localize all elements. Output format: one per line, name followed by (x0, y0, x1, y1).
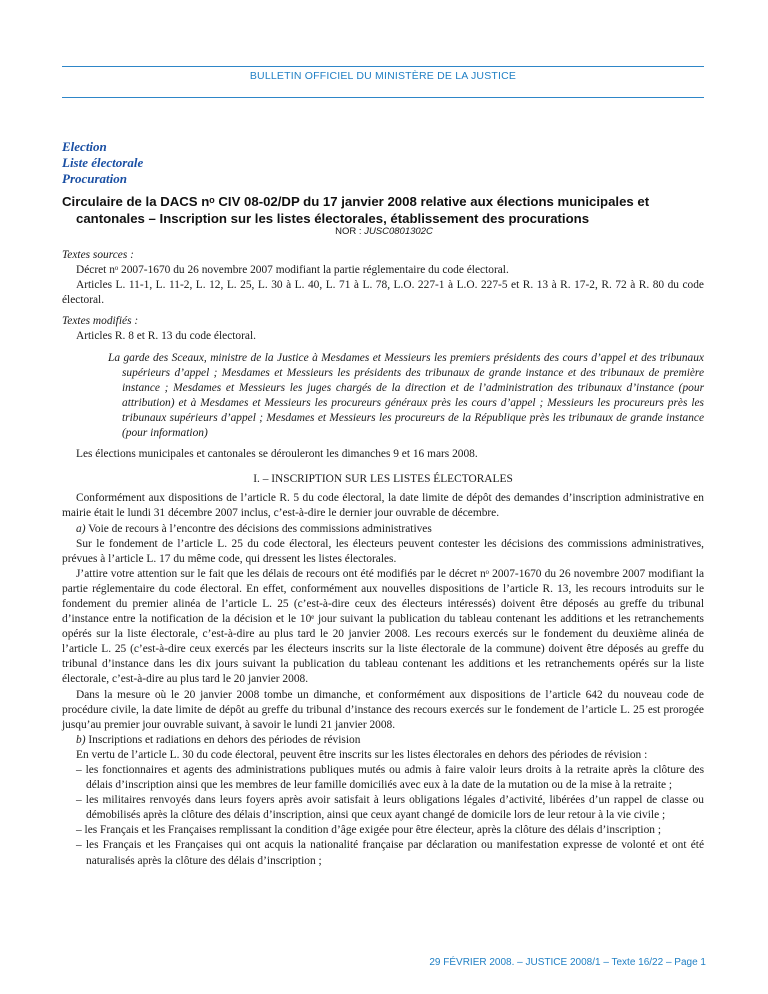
subheading-a-title: Voie de recours à l’encontre des décisions des commissions administratives (88, 522, 432, 535)
list-item: – les Français et les Françaises qui ont acquis la nationalité française par déclaration ou manifestation expresse de volonté et ont été naturalisés après la clôture des délais d’inscription ; (76, 839, 704, 867)
header-rule-top (62, 66, 704, 67)
subheading-b (62, 733, 704, 748)
modified-item: Articles R. 8 et R. 13 du code électoral. (76, 330, 256, 343)
nor-label: NOR : (335, 226, 362, 237)
list-item: – les militaires renvoyés dans leurs foyers après avoir satisfait à leurs obligations légales d’activité, libérées d’un rappel de classe ou démobilisés après la clôture des délais d’inscription, ainsi que ceux ayant changé de domicile lors de leur retour à la vie civile ; (76, 794, 704, 822)
keyword-procuration: Procuration (62, 171, 128, 186)
paragraph: Conformément aux dispositions de l’article R. 5 du code électoral, la date limite de dépôt des demandes d’inscription administrative en mairie était le lundi 31 décembre 2007 inclus, c’est-à-dire le dernier jour ouvrable de décembre. (62, 492, 704, 520)
paragraph: J’attire votre attention sur le fait que les délais de recours ont été modifiés par le décret nᵒ 2007-1670 du 26 novembre 2007 modifiant la partie réglementaire du code électoral. En effet, conformément aux nouvelles dispositions de l’article R. 13, les recours introduits sur le fondement du premier alinéa de l’article L. 25 (c’est-à-dire ceux des électeurs intéressés) doivent être déposés au greffe du tribunal d’instance entre la notification de la décision et le 10ᵉ jour suivant la publication du tableau contenant les additions et les retranchements opérés sur la liste électorale, c’est-à-dire au plus tard le 20 janvier 2008. Les recours exercés sur le fondement du deuxième alinéa de l’article L. 25 (c’est-à-dire ceux exercés par les électeurs inscrits sur la liste électorale de la commune) doivent être déposés au greffe du tribunal d’instance dans les dix jours suivant la publication du tableau contenant les additions et les retranchements opérés sur la liste électorale, c’est-à-dire au plus tard le 20 janvier 2008. (62, 567, 704, 686)
sources-label: Textes sources : (62, 249, 134, 261)
subheading-a (62, 522, 704, 537)
addressee-paragraph: La garde des Sceaux, ministre de la Justice à Mesdames et Messieurs les premiers présidents des cours d’appel et des tribunaux supérieurs d’appel ; Mesdames et Messieurs les présidents des tribunaux de grande instance et des tribunaux de première instance ; Mesdames et Messieurs les juges chargés de la direction et de l’administration des tribunaux d’instance (pour attribution) et à Mesdames et Messieurs les procureurs généraux près les cours d’appel ; Messieurs les procureurs près les tribunaux supérieurs d’appel ; Mesdames et Messieurs les procureurs de la République près les tribunaux de grande instance (pour information) (108, 351, 704, 440)
paragraph: Dans la mesure où le 20 janvier 2008 tombe un dimanche, et conformément aux dispositions de l’article 642 du nouveau code de procédure civile, la date limite de dépôt au greffe du tribunal d’instance des recours exercés sur le fondement de l’article L. 25 est prorogée jusqu’au premier jour ouvrable suivant, à savoir le lundi 21 janvier 2008. (62, 688, 704, 731)
keywords (62, 139, 143, 187)
document-body (62, 248, 704, 869)
document-title-line1: Circulaire de la DACS nᵒ CIV 08-02/DP du 17 janvier 2008 relative aux élections municipales et (62, 194, 650, 209)
subheading-b-title: Inscriptions et radiations en dehors des périodes de révision (88, 733, 361, 746)
section-title: I. – INSCRIPTION SUR LES LISTES ÉLECTORALES (253, 473, 513, 486)
nor-value: JUSC0801302C (364, 226, 433, 237)
subheading-b-label: b) (76, 733, 86, 746)
subheading-a-label: a) (76, 522, 86, 535)
document-title (62, 193, 704, 227)
modified-label: Textes modifiés : (62, 315, 139, 328)
eligibility-list (62, 763, 704, 869)
header-rule-bottom (62, 97, 704, 98)
bulletin-header: BULLETIN OFFICIEL DU MINISTÈRE DE LA JUSTICE (249, 70, 517, 82)
keyword-liste-electorale: Liste électorale (62, 155, 144, 170)
page-footer: 29 FÉVRIER 2008. – JUSTICE 2008/1 – Texte 16/22 – Page 1 (429, 957, 706, 968)
keyword-election: Election (62, 139, 107, 154)
paragraph: Sur le fondement de l’article L. 25 du code électoral, les électeurs peuvent contester les décisions des commissions administratives, prévues à l’article L. 17 du même code, qui dressent les listes électorales. (62, 537, 704, 565)
source-item: Articles L. 11-1, L. 11-2, L. 12, L. 25, L. 30 à L. 40, L. 71 à L. 78, L.O. 227-1 à L.O. 227-5 et R. 13 à R. 17-2, R. 72 à R. 80 du code électoral. (62, 279, 704, 307)
nor-reference (0, 226, 768, 237)
document-title-line2: cantonales – Inscription sur les listes électorales, établissement des procurations (76, 211, 590, 226)
source-item: Décret nᵒ 2007-1670 du 26 novembre 2007 modifiant la partie réglementaire du code électoral. (76, 264, 509, 277)
list-item: – les Français et les Françaises remplissant la condition d’âge exigée pour être électeur, après la clôture des délais d’inscription ; (76, 824, 662, 837)
list-item: – les fonctionnaires et agents des administrations publiques mutés ou admis à faire valoir leurs droits à la retraite après la clôture des délais d’inscription ainsi que les membres de leur famille domiciliés avec eux à la date de la mutation ou de la mise à la retraite ; (76, 764, 704, 792)
paragraph: En vertu de l’article L. 30 du code électoral, peuvent être inscrits sur les listes électorales en dehors des périodes de révision : (76, 748, 648, 761)
intro-paragraph: Les élections municipales et cantonales se dérouleront les dimanches 9 et 16 mars 2008. (76, 448, 478, 461)
